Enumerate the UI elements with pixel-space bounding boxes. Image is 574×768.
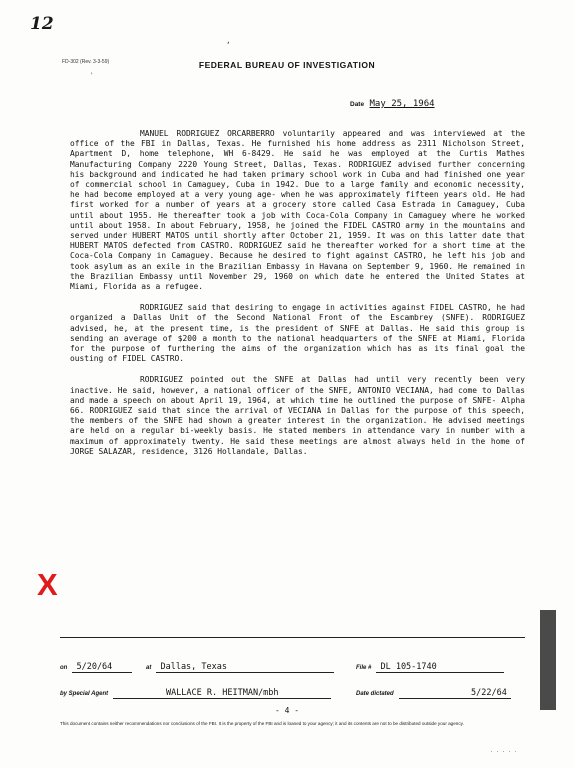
agent-value: WALLACE R. HEITMAN/mbh bbox=[113, 688, 331, 699]
paragraph-1: MANUEL RODRIGUEZ ORCARBERRO voluntarily appeared and was interviewed at the office of the FBI in Dallas, Texas. He furnished his home address as 2311 Nicholson Street, Apartment D, home telephone, WH 6-8429. He said he was employed at the Curtis Mathes Manufacturing Company 2220 Young Street, Dallas, Texas. RODRIGUEZ advised further concerning his background and indicated he had taken primary school work in Cuba and had finished one year of commercial school in Camaguey, Cuba in 1942. Due to a large family and economic necessity, he had become employed at a very young age- when he was approximately fifteen years old. He had first worked for a number of years at a grocery store called Casa Estrada in Camaguey, Cuba until about 1955. He thereafter took a job with Coca-Cola Company in Camaguey where he worked until about 1958. In about February, 1958, he joined the FIDEL CASTRO army in the mountains and served under HUBERT MATOS until shortly after October 21, 1959. It was on this latter date that HUBERT MATOS defected from CASTRO. RODRIGUEZ said he thereafter worked for a short time at the Coca-Cola Company in Camaguey. Because he desired to fight against CASTRO, he left his job and took asylum as an exile in the Brazilian Embassy in Havana on September 9, 1960. He remained in the Brazilian Embassy until November 29, 1960 on which date he entered the United States at Miami, Florida as a refugee. bbox=[70, 129, 525, 292]
agent-label: by Special Agent bbox=[60, 691, 109, 697]
disclaimer: This document contains neither recommendations nor conclusions of the FBI. It is the property of the FBI and is loaned to your agency; it and its contents are not to be distributed outside your agency. bbox=[60, 721, 464, 726]
report-body bbox=[70, 129, 525, 468]
handwritten-page-number: 12 bbox=[30, 14, 54, 34]
footer-dictated bbox=[356, 688, 511, 699]
on-label: on bbox=[60, 665, 68, 671]
dictated-label: Date dictated bbox=[356, 691, 394, 697]
file-value: DL 105-1740 bbox=[376, 662, 504, 673]
footer-divider bbox=[60, 637, 525, 638]
scan-edge-artifact bbox=[540, 610, 556, 710]
form-number: FD-302 (Rev. 3-3-59) bbox=[62, 59, 110, 65]
paragraph-2: RODRIGUEZ said that desiring to engage in activities against FIDEL CASTRO, he had organized a Dallas Unit of the Second National Front of the Escambrey (SNFE). RODRIGUEZ advised, he, at the present time, is the president of SNFE at Dallas. He said this group is sending an average of $200 a month to the national headquarters of the SNFE at Miami, Florida for the purpose of furthering the aims of the organization which has as its final goal the ousting of FIDEL CASTRO. bbox=[70, 303, 525, 364]
footer-on bbox=[60, 662, 132, 673]
footer-file bbox=[356, 662, 504, 673]
stray-tick: ' bbox=[90, 72, 94, 79]
file-label: File # bbox=[356, 665, 372, 671]
dictated-value: 5/22/64 bbox=[399, 688, 511, 699]
paragraph-3: RODRIGUEZ pointed out the SNFE at Dallas had until very recently been very inactive. He said, however, a national officer of the SNFE, ANTONIO VECIANA, had come to Dallas and made a speech on about April 19, 1964, at which time he outlined the purpose of SNFE- Alpha 66. RODRIGUEZ said that since the arrival of VECIANA in Dallas for the purpose of this speech, the members of the SNFE had shown a greater interest in the organization. He advised meetings are held on a regular bi-weekly basis. He stated members in attendance vary in number with a maximum of approximately twenty. He said these meetings are almost always held in the home of JORGE SALAZAR, residence, 3126 Hollandale, Dallas. bbox=[70, 375, 525, 456]
stray-mark: , bbox=[226, 36, 231, 45]
footer-at bbox=[146, 662, 334, 673]
date-value: May 25, 1964 bbox=[369, 99, 435, 109]
agency-heading: FEDERAL BUREAU OF INVESTIGATION bbox=[198, 60, 376, 70]
on-value: 5/20/64 bbox=[72, 662, 132, 673]
scan-specks: . . . . . bbox=[490, 748, 518, 754]
at-value: Dallas, Texas bbox=[156, 662, 334, 673]
red-x-annotation: X bbox=[37, 567, 58, 602]
date-label: Date bbox=[350, 101, 365, 108]
report-date bbox=[350, 99, 435, 109]
page-number: - 4 - bbox=[274, 706, 300, 715]
at-label: at bbox=[146, 665, 152, 671]
footer-agent bbox=[60, 688, 331, 699]
